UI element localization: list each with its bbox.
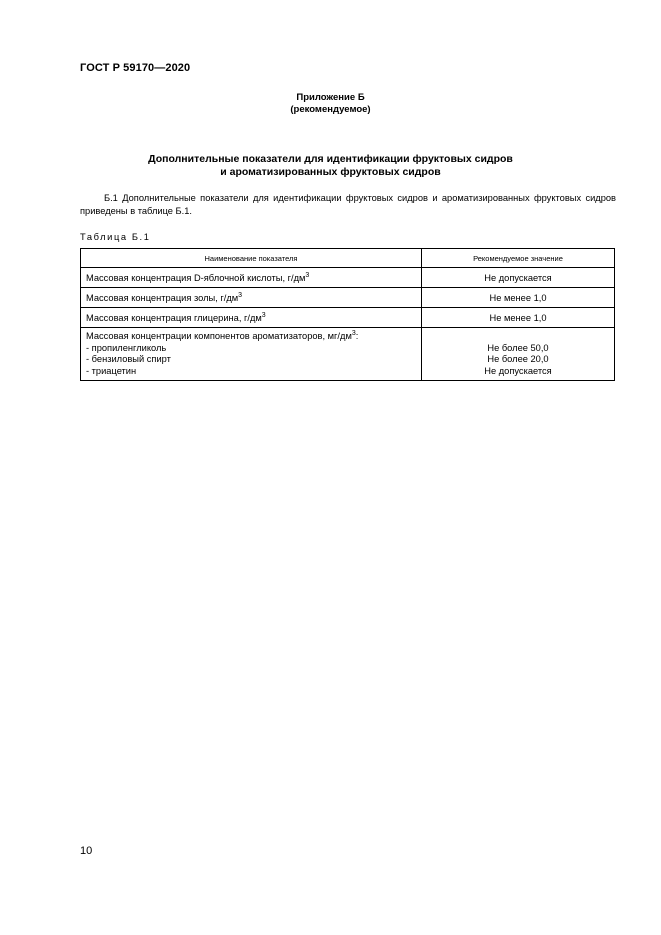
page-number: 10 [80,845,93,857]
table-caption: Таблица Б.1 [80,232,151,242]
section-title [0,153,661,179]
table-cell-value [422,328,615,381]
group-items [86,343,416,378]
table-cell-name: Массовая концентрация D-яблочной кислоты, $г/дм^3$ [81,268,422,288]
indicators-table [80,248,615,381]
table-cell-name: Массовая концентрация глицерина, $г/дм^3$ [81,308,422,328]
list-item: - триацетин [86,365,137,376]
section-title-line1: Дополнительные показатели для идентификации фруктовых сидров [148,153,513,165]
table-cell-name: Массовая концентрация золы, $г/дм^3$ [81,288,422,308]
appendix-heading [0,92,661,116]
appendix-status: (рекомендуемое) [290,104,371,115]
table-header-name: Наименование показателя [81,249,422,268]
table-row [81,308,615,328]
group-value: Не допускается [484,365,552,376]
standard-code: ГОСТ Р 59170—2020 [80,62,191,74]
table-header-value: Рекомендуемое значение [422,249,615,268]
list-item: - пропиленгликоль [86,342,167,353]
list-item: - бензиловый спирт [86,354,171,364]
table-cell-value: Не допускается [422,268,615,288]
table-row [81,288,615,308]
intro-paragraph: Б.1 Дополнительные показатели для идентификации фруктовых сидров и ароматизированных фруктовых сидров приведены в таблице Б.1. [80,193,616,216]
group-heading: Массовая концентрации компонентов ароматизаторов, $мг/дм^3$: [86,329,359,341]
group-value: Не более 20,0 [487,354,549,364]
table-cell-name [81,328,422,381]
group-value: Не более 50,0 [487,342,549,353]
table-row-group [81,328,615,381]
appendix-title: Приложение Б [296,92,365,103]
table-cell-value: Не менее 1,0 [422,288,615,308]
section-title-line2: и ароматизированных фруктовых сидров [220,166,441,178]
table-row [81,268,615,288]
table-cell-value: Не менее 1,0 [422,308,615,328]
